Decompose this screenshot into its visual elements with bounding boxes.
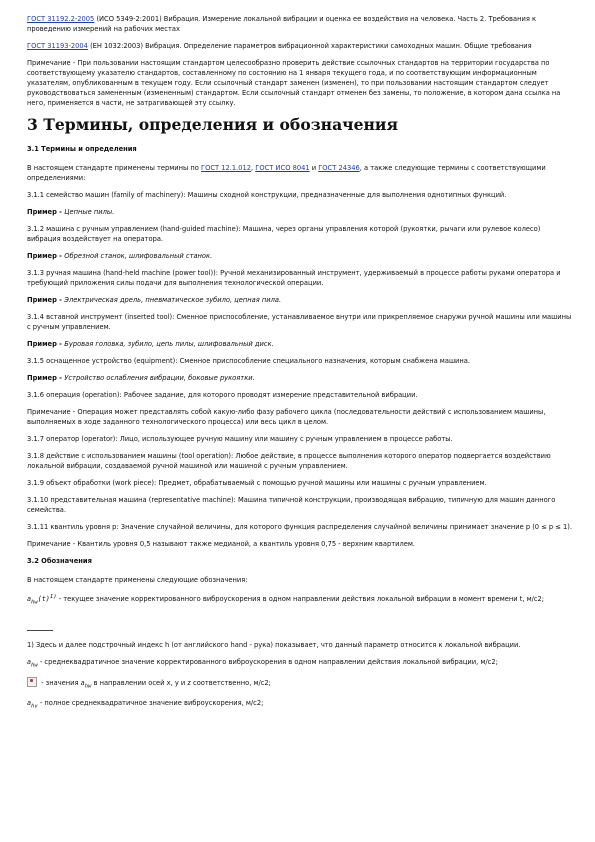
example-text: Электрическая дрель, пневматическое зубило, цепная пила.: [64, 296, 282, 304]
example-label: Пример -: [27, 208, 65, 216]
note-references: Примечание - При пользовании настоящим стандартом целесообразно проверить действие ссылочных стандартов на территории государства по соответствующему указателю стандартов, составленному по состоянию на 1 января текущего года, и по соответствующим информационным указателям, опубликованным в текущем году. Если ссылочный стандарт заменен (изменен), то при пользовании настоящим стандартом следует руководствоваться замененным (измененным) стандартом. Если ссылочный стандарт отменен без замены, то положение, в котором дана ссылка на него, применяется в части, не затрагивающей эту ссылку.: [27, 59, 561, 107]
intro-text: , а также следующие термины с соответствующими определениями:: [27, 164, 546, 182]
example-3-1-5: [27, 373, 575, 383]
symbol-definition: - полное среднеквадратичное значение виброускорения, м/с2;: [37, 699, 264, 708]
example-label: Пример -: [27, 340, 65, 348]
term-3-1-3: 3.1.3 ручная машина (hand-held machine (power tool)): Ручной механизированный инструмент, удерживаемый в процессе работы руками оператора и требующий приложения силы подачи для выполнения технологической операции.: [27, 269, 561, 287]
term-3-1-2: 3.1.2 машина с ручным управлением (hand-guided machine): Машина, через органы управления которой (рукоятки, рычаги или рулевое колесо) вибрация воздействует на оператора.: [27, 225, 541, 243]
example-text: Устройство ослабления вибрации, боковые рукоятки.: [64, 374, 255, 382]
terms-intro: [27, 163, 575, 183]
broken-image-icon: [27, 677, 37, 687]
link-gost-12-1-012[interactable]: ГОСТ 12.1.012: [201, 164, 252, 172]
symbol-ahw-t: [27, 592, 575, 608]
symbol-ahv: [27, 698, 575, 711]
note-quantile: Примечание - Квантиль уровня 0,5 называют также медианой, а квантиль уровня 0,75 - верхним квартилем.: [27, 540, 416, 548]
example-3-1-2: [27, 251, 575, 261]
link-gost-24346[interactable]: ГОСТ 24346: [318, 164, 360, 172]
example-3-1-1: [27, 207, 575, 217]
symbol-definition: - текущее значение корректированного виброускорения в одном направлении действия локальной вибрации в момент времени t, м/с2;: [56, 595, 545, 604]
footnote-1: 1) Здесь и далее подстрочный индекс h (от английского hand - рука) показывает, что данный параметр относится к локальной вибрации.: [27, 640, 521, 649]
term-3-1-5: 3.1.5 оснащенное устройство (equipment): Сменное приспособление специального назначения, которым снабжена машина.: [27, 357, 471, 365]
example-3-1-4: [27, 339, 575, 349]
intro-text: В настоящем стандарте применены термины по: [27, 164, 202, 172]
link-gost-31193[interactable]: ГОСТ 31193-2004: [27, 42, 88, 50]
symbol: $a_{hw}$: [80, 678, 92, 690]
example-text: Цепные пилы.: [64, 208, 115, 216]
separator: ,: [251, 164, 256, 172]
example-text: Буровая головка, зубило, цепь пилы, шлифовальный диск.: [64, 340, 274, 348]
symbol: $a_{hw}(t)^{1)}$: [27, 594, 57, 606]
symbol: $a_{hv}$: [27, 699, 38, 710]
term-3-1-9: 3.1.9 объект обработки (work piece): Предмет, обрабатываемый с помощью ручной машины или машины с ручным управлением.: [27, 479, 487, 487]
term-3-1-1: 3.1.1 семейство машин (family of machinery): Машины сходной конструкции, предназначенные для выполнения однотипных функций.: [27, 191, 507, 199]
term-3-1-11: 3.1.11 квантиль уровня p: Значение случайной величины, для которого функция распределения случайной величины принимает значение p (0 ≤ p ≤ 1).: [27, 523, 573, 531]
term-3-1-4: 3.1.4 вставной инструмент (inserted tool): Сменное приспособление, устанавливаемое внутри или прикрепляемое снаружи ручной машины или машины с ручным управлением.: [27, 313, 572, 331]
footnote-divider: [27, 630, 53, 631]
reference-text: (ИСО 5349-2:2001) Вибрация. Измерение локальной вибрации и оценка ее воздействия на человека. Часть 2. Требования к проведению измерений на рабочих местах: [27, 15, 537, 33]
section-title: 3 Термины, определения и обозначения: [27, 115, 399, 134]
example-label: Пример -: [27, 296, 65, 304]
term-3-1-10: 3.1.10 представительная машина (representative machine): Машина типичной конструкции, производящая вибрацию, типичную для машин данного семейства.: [27, 496, 556, 514]
symbol-ahw: [27, 657, 575, 670]
link-gost-iso-8041[interactable]: ГОСТ ИСО 8041: [255, 164, 310, 172]
example-text: Обрезной станок, шлифовальный станок.: [64, 252, 213, 260]
symbol-definition: - значения: [39, 678, 81, 687]
symbol-definition: в направлении осей x, y и z соответственно, м/с2;: [91, 678, 271, 687]
document-page: [27, 14, 575, 719]
symbol-ahwx-y-z: [27, 677, 575, 691]
term-3-1-7: 3.1.7 оператор (operator): Лицо, использующее ручную машину или машину с ручным управлением в процессе работы.: [27, 435, 453, 443]
reference-gost-31192-2: [27, 14, 575, 34]
note-operation: Примечание - Операция может представлять собой какую-либо фазу рабочего цикла (последовательности действий с использованием машины, выполняемых в ходе заданного технологического процесса) или весь цикл в целом.: [27, 408, 546, 426]
example-label: Пример -: [27, 252, 65, 260]
separator: и: [309, 164, 319, 172]
symbol-definition: - среднеквадратичное значение корректированного виброускорения в одном направлении действия локальной вибрации, м/с2;: [37, 657, 498, 666]
symbol: $a_{hw}$: [27, 657, 38, 668]
term-3-1-6: 3.1.6 операция (operation): Рабочее задание, для которого проводят измерение представительной вибрации.: [27, 391, 418, 399]
reference-gost-31193: [27, 41, 575, 51]
example-3-1-3: [27, 295, 575, 305]
reference-text: (ЕН 1032:2003) Вибрация. Определение параметров вибрационной характеристики самоходных машин. Общие требования: [87, 42, 532, 50]
link-gost-31192-2[interactable]: ГОСТ 31192.2-2005: [27, 15, 95, 23]
subsection-heading-terms: 3.1 Термины и определения: [27, 145, 137, 153]
term-3-1-8: 3.1.8 действие с использованием машины (tool operation): Любое действие, в процессе выполнения которого оператор подвергается воздействию локальной вибрации, создаваемой ручной машиной или машиной с ручным управлением.: [27, 452, 551, 470]
symbols-intro: В настоящем стандарте применены следующие обозначения:: [27, 576, 248, 584]
subsection-heading-symbols: 3.2 Обозначения: [27, 557, 92, 565]
example-label: Пример -: [27, 374, 65, 382]
